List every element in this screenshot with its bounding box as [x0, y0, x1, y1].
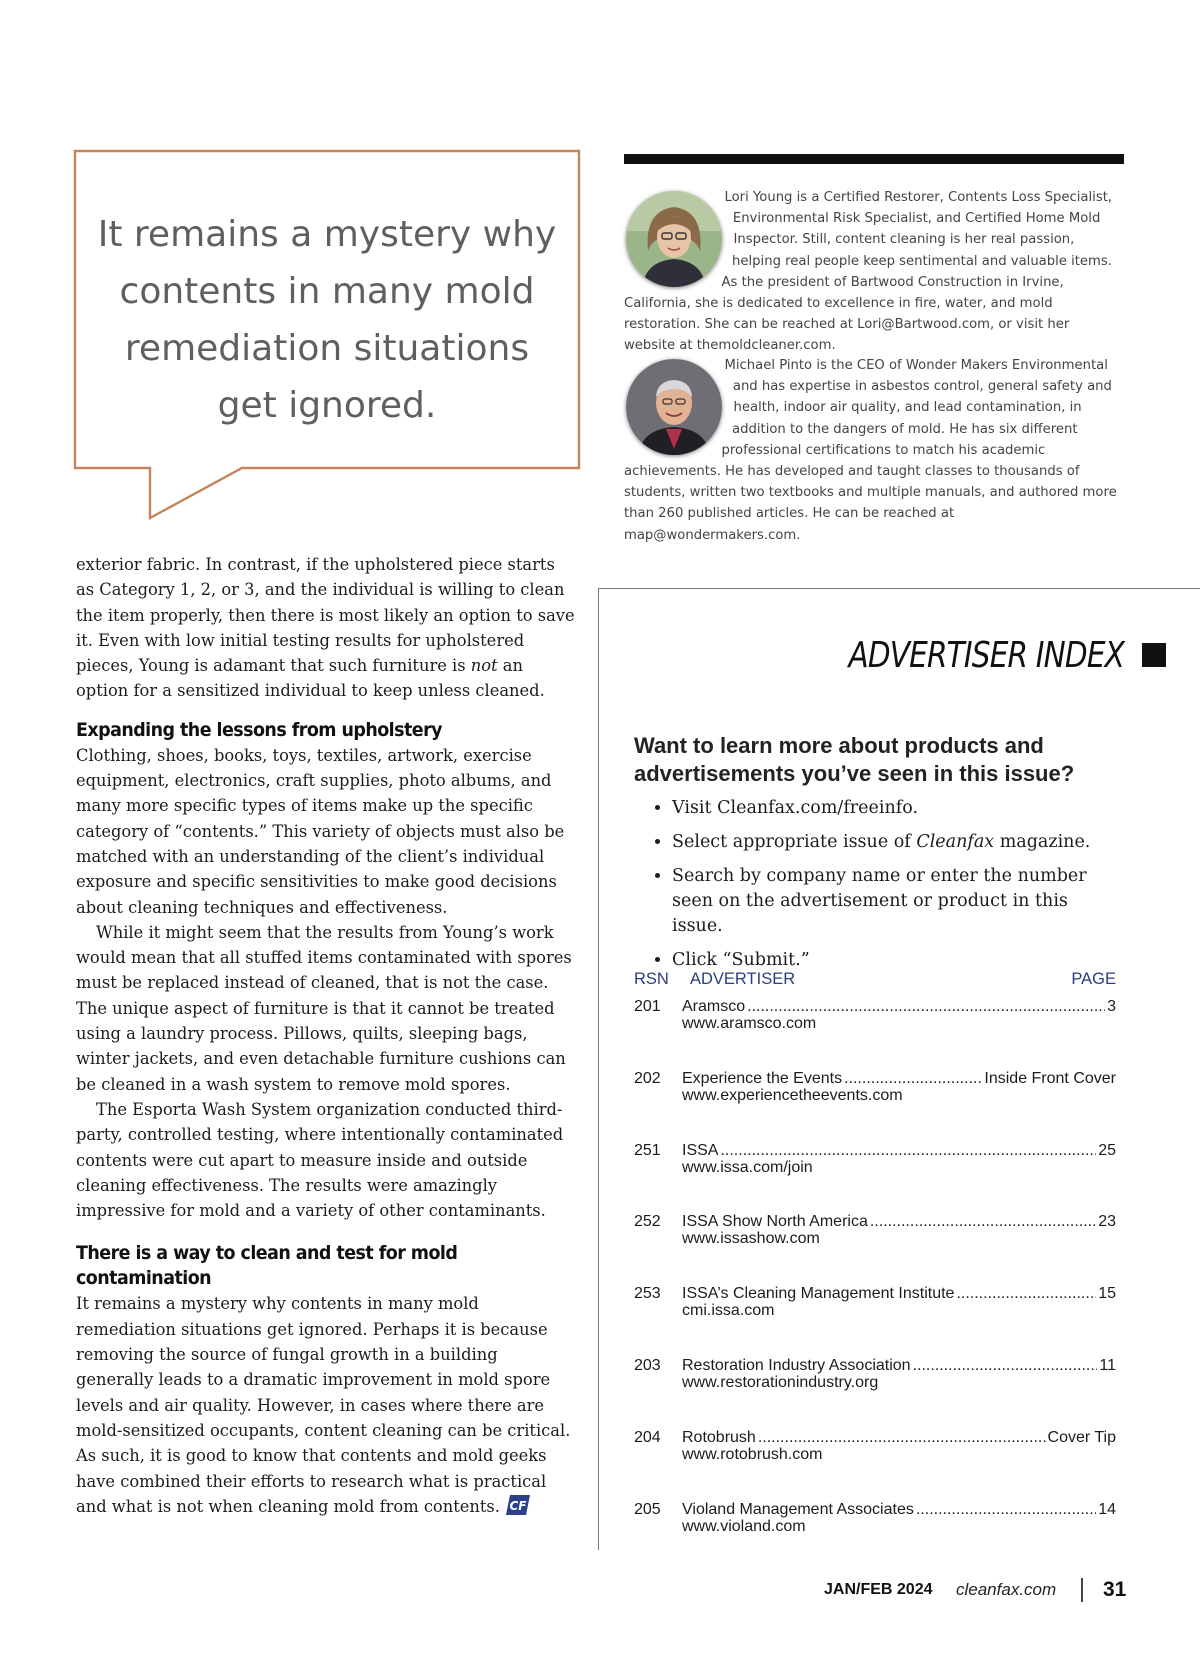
leader-dots	[720, 1142, 1096, 1159]
advertiser-page: Cover Tip	[1047, 1428, 1116, 1446]
advertiser-page: 25	[1098, 1141, 1116, 1159]
advertiser-index-question: Want to learn more about products and advertisements you’ve seen in this issue?	[634, 733, 1075, 786]
svg-text:CF: CF	[509, 1498, 527, 1513]
rsn-number: 204	[634, 1428, 661, 1446]
advertiser-line	[682, 1285, 1116, 1302]
cleanfax-end-mark-icon	[506, 1495, 530, 1515]
leader-dots	[913, 1357, 1098, 1374]
pull-quote-text: It remains a mystery why contents in many mold remediation situations get ignored.	[97, 214, 557, 426]
bio-text: Michael Pinto is the CEO of Wonder Makers Environmental and has expertise in asbestos control, general safety and health, indoor air quality, and lead contamination, in addition to the dangers of mold. He has six different professional certifications to match his academic achievements. He has developed and taught classes to thousands of students, written two textbooks and multiple manuals, and authored more than 260 published articles. He can be reached at map@wondermakers.com.	[624, 358, 1117, 543]
advertiser-line	[682, 1501, 1116, 1518]
advertiser-url[interactable]: www.restorationindustry.org	[682, 1374, 879, 1391]
advertiser-page: 23	[1098, 1213, 1116, 1231]
advertiser-name: ISSA’s Cleaning Management Institute	[682, 1285, 955, 1303]
author-photo-michael-pinto	[626, 359, 722, 455]
rsn-number: 201	[634, 998, 661, 1015]
advertiser-line	[682, 1357, 1116, 1374]
advertiser-line	[682, 998, 1116, 1015]
advertiser-page: Inside Front Cover	[984, 1069, 1116, 1087]
advertiser-page: 3	[1107, 998, 1116, 1015]
free-info-steps	[650, 796, 1110, 982]
rsn-column-header: RSN	[634, 970, 669, 988]
page-number: 31	[1103, 1578, 1127, 1601]
advertiser-line	[682, 1070, 1116, 1087]
bio-text: Lori Young is a Certified Restorer, Contents Loss Specialist, Environmental Risk Specialist, and Certified Home Mold Inspector. Still, content cleaning is her real passion, helping real people keep sentimental and valuable items. As the president of Bartwood Construction in Irvine, California, she is dedicated to excellence in fire, water, and mold restoration. She can be reached at Lori@Bartwood.com, or visit her website at themoldcleaner.com.	[624, 190, 1113, 354]
page-column-header: PAGE	[1071, 970, 1116, 988]
list-item: • Visit Cleanfax.com/freeinfo.	[672, 796, 1110, 821]
list-item: • Search by company name or enter the number seen on the advertisement or product in this issue.	[672, 864, 1110, 939]
advertiser-column-header: ADVERTISER	[690, 970, 796, 988]
advertiser-url[interactable]: www.issa.com/join	[682, 1158, 813, 1176]
section-heading: Expanding the lessons from upholstery	[76, 718, 443, 741]
advertiser-page: 11	[1099, 1357, 1116, 1374]
advertiser-line	[682, 1213, 1116, 1230]
rsn-number: 202	[634, 1069, 661, 1087]
advertiser-url[interactable]: www.issashow.com	[682, 1230, 820, 1248]
article-paragraph: exterior fabric. In contrast, if the upholstered piece starts as Category 1, 2, or 3, and the individual is willing to clean the item properly, then there is most likely an option to save it. Even with low initial testing results for upholstered pieces, Young is adamant that such furniture is not an option for a sensitized individual to keep unless cleaned.	[76, 555, 575, 701]
article-paragraph: Clothing, shoes, books, toys, textiles, artwork, exercise equipment, electronics, craft supplies, photo albums, and many more specific types of items make up the specific category of “contents.” This variety of objects must also be matched with an understanding of the client’s individual exposure and specific sensitivities to make good decisions about cleaning techniques and effectiveness.	[76, 745, 565, 917]
bio-lori-young	[624, 187, 1124, 357]
list-item: • Click “Submit.”	[672, 948, 1110, 973]
advertiser-line	[682, 1142, 1116, 1159]
advertiser-url[interactable]: www.violand.com	[682, 1517, 806, 1535]
advertiser-url[interactable]: www.aramsco.com	[682, 1015, 817, 1032]
rsn-number: 205	[634, 1500, 661, 1518]
advertiser-name: Restoration Industry Association	[682, 1357, 911, 1374]
advertiser-page: 15	[1098, 1285, 1116, 1303]
advertiser-index-title: ADVERTISER INDEX	[848, 635, 1124, 676]
footer-divider	[1081, 1578, 1083, 1602]
footer-site: cleanfax.com	[956, 1580, 1057, 1599]
advertiser-name: ISSA Show North America	[682, 1213, 868, 1231]
advertiser-name: Experience the Events	[682, 1069, 843, 1087]
advertiser-url[interactable]: cmi.issa.com	[682, 1302, 775, 1320]
section-heading: There is a way to clean and test for mold contamination	[76, 1242, 458, 1290]
leader-dots	[844, 1070, 982, 1087]
rsn-number: 203	[634, 1357, 661, 1374]
bio-top-rule	[624, 154, 1124, 164]
article-paragraph: The Esporta Wash System organization conducted third-party, controlled testing, where intentionally contaminated contents were cut apart to measure inside and outside cleaning effectiveness. The results were amazingly impressive for mold and a variety of other contaminants.	[76, 1099, 564, 1221]
article-paragraph: It remains a mystery why contents in many mold remediation situations get ignored. Perhaps it is because removing the source of fungal growth in a building generally leads to a dramatic improvement in mold spore levels and air quality. However, in cases where there are mold-sensitized occupants, content cleaning can be critical. As such, it is good to know that contents and mold geeks have combined their efforts to research what is practical and what is not when cleaning mold from contents. CF	[76, 1294, 571, 1516]
advertiser-name: ISSA	[682, 1141, 719, 1159]
rsn-number: 253	[634, 1285, 661, 1303]
title-square-icon	[1142, 643, 1166, 667]
article-body	[76, 552, 576, 1519]
author-photo-lori-young	[626, 191, 722, 287]
advertiser-name: Violand Management Associates	[682, 1500, 914, 1518]
pull-quote-callout	[74, 150, 580, 470]
list-item: • Select appropriate issue of Cleanfax magazine.	[672, 830, 1110, 855]
leader-dots	[758, 1429, 1046, 1446]
advertiser-url[interactable]: www.experiencetheevents.com	[682, 1086, 903, 1104]
rsn-number: 252	[634, 1213, 661, 1231]
leader-dots	[956, 1285, 1096, 1302]
article-paragraph: While it might seem that the results from Young’s work would mean that all stuffed items contaminated with spores must be replaced instead of cleaned, that is not the case. The unique aspect of furniture is that it cannot be treated using a laundry process. Pillows, quilts, sleeping bags, winter jackets, and even detachable furniture cushions can be cleaned in a wash system to remove mold spores.	[76, 922, 572, 1094]
advertiser-page: 14	[1098, 1500, 1116, 1518]
leader-dots	[747, 998, 1105, 1015]
leader-dots	[916, 1501, 1096, 1518]
bio-michael-pinto	[624, 355, 1124, 546]
advertiser-name: Rotobrush	[682, 1428, 756, 1446]
advertiser-name: Aramsco	[682, 998, 746, 1015]
advertiser-line	[682, 1429, 1116, 1446]
rsn-number: 251	[634, 1141, 661, 1159]
issue-date: JAN/FEB 2024	[824, 1581, 933, 1598]
advertiser-url[interactable]: www.rotobrush.com	[682, 1445, 823, 1463]
leader-dots	[870, 1213, 1096, 1230]
